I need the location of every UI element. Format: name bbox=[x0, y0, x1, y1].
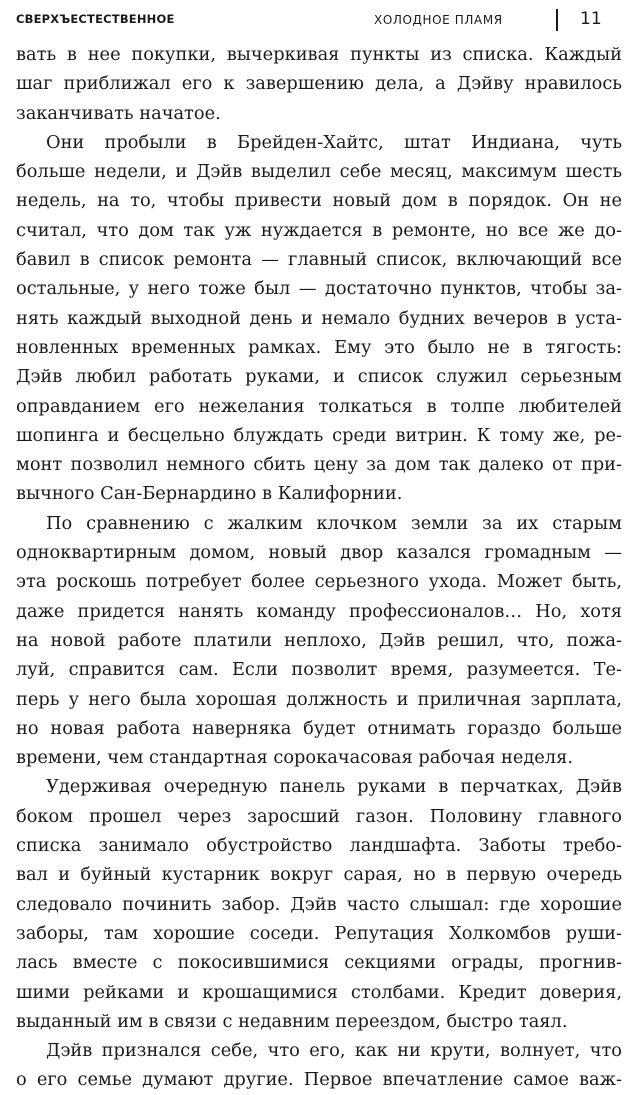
text-line: нять каждый выходной день и немало будних вечеров в уста- bbox=[16, 307, 622, 329]
text-line: шопинга и бесцельно блуждать среди витрин. К тому же, ре- bbox=[16, 424, 622, 446]
page-body bbox=[16, 40, 622, 1095]
text-line: заборы, там хорошие соседи. Репутация Холкомбов руши- bbox=[16, 922, 622, 944]
text-line: вать в нее покупки, вычеркивая пункты из списка. Каждый bbox=[16, 44, 622, 65]
text-line: шими рейками и крошащимися столбами. Кредит доверия, bbox=[16, 981, 622, 1003]
text-line: перь у него была хорошая должность и приличная зарплата, bbox=[16, 688, 622, 710]
text-line: на новой работе платили неплохо, Дэйв решил, что, пожа- bbox=[16, 629, 622, 651]
text-line: списка занимало обустройство ландшафта. Заботы требо- bbox=[16, 835, 622, 857]
text-line: вал и буйный кустарник вокруг сарая, но в первую очередь bbox=[16, 864, 622, 886]
text-line: бавил в список ремонта — главный список, включающий все bbox=[16, 249, 622, 271]
series-title: СВЕРХЪЕСТЕСТВЕННОЕ bbox=[16, 12, 175, 26]
text-line: лась вместе с покосившимися секциями ограды, прогнив- bbox=[16, 952, 622, 974]
text-line: вычного Сан-Бернардино в Калифорнии. bbox=[16, 483, 403, 505]
text-line: Дэйв любил работать руками, и список служил серьезным bbox=[16, 366, 622, 388]
chapter-title: ХОЛОДНОЕ ПЛАМЯ bbox=[374, 13, 503, 27]
text-line: монт позволил немного сбить цену за дом так далеко от при- bbox=[16, 454, 622, 476]
page-number: 11 bbox=[580, 9, 602, 29]
text-line: боком прошел через заросший газон. Половину главного bbox=[16, 805, 622, 827]
text-line: заканчивать начатое. bbox=[16, 102, 221, 124]
text-line: выданный им в связи с недавним переездом, быстро таял. bbox=[16, 1010, 568, 1032]
text-line: луй, справится сам. Если позволит время, разумеется. Те- bbox=[16, 659, 622, 681]
text-line: Удерживая очередную панель руками в перчатках, Дэйв bbox=[46, 776, 622, 798]
running-header bbox=[0, 0, 639, 32]
text-line: остальные, у него тоже был — достаточно пунктов, чтобы за- bbox=[16, 278, 622, 300]
text-line: эта роскошь потребует более серьезного ухода. Может быть, bbox=[16, 571, 622, 593]
text-line: новленных временных рамках. Ему это было не в тягость: bbox=[16, 336, 622, 358]
text-line: времени, чем стандартная сорокачасовая рабочая неделя. bbox=[16, 747, 573, 769]
text-line: следовало починить забор. Дэйв часто слышал: где хорошие bbox=[16, 893, 622, 915]
text-line: Они пробыли в Брейден-Хайтс, штат Индиана, чуть bbox=[46, 131, 622, 153]
text-line: считал, что дом так уж нуждается в ремонте, но все же до- bbox=[16, 219, 622, 241]
text-line: оправданием его нежелания толкаться в толпе любителей bbox=[16, 395, 622, 417]
text-line: больше недели, и Дэйв выделил себе месяц, максимум шесть bbox=[16, 161, 622, 183]
text-line: Дэйв признался себе, что его, как ни крути, волнует, что bbox=[46, 1040, 622, 1062]
header-separator bbox=[556, 9, 558, 31]
text-line: По сравнению с жалким клочком земли за их старым bbox=[46, 512, 622, 534]
text-line: о его семье думают другие. Первое впечатление самое важ- bbox=[16, 1069, 622, 1091]
text-line: даже придется нанять команду профессионалов… Но, хотя bbox=[16, 600, 622, 622]
text-line: недель, на то, чтобы привести новый дом в порядок. Он не bbox=[16, 190, 622, 212]
text-line: шаг приближал его к завершению дела, а Дэйву нравилось bbox=[16, 73, 622, 95]
text-line: одноквартирным домом, новый двор казался громадным — bbox=[16, 542, 622, 564]
text-line: но новая работа наверняка будет отнимать гораздо больше bbox=[16, 717, 622, 739]
